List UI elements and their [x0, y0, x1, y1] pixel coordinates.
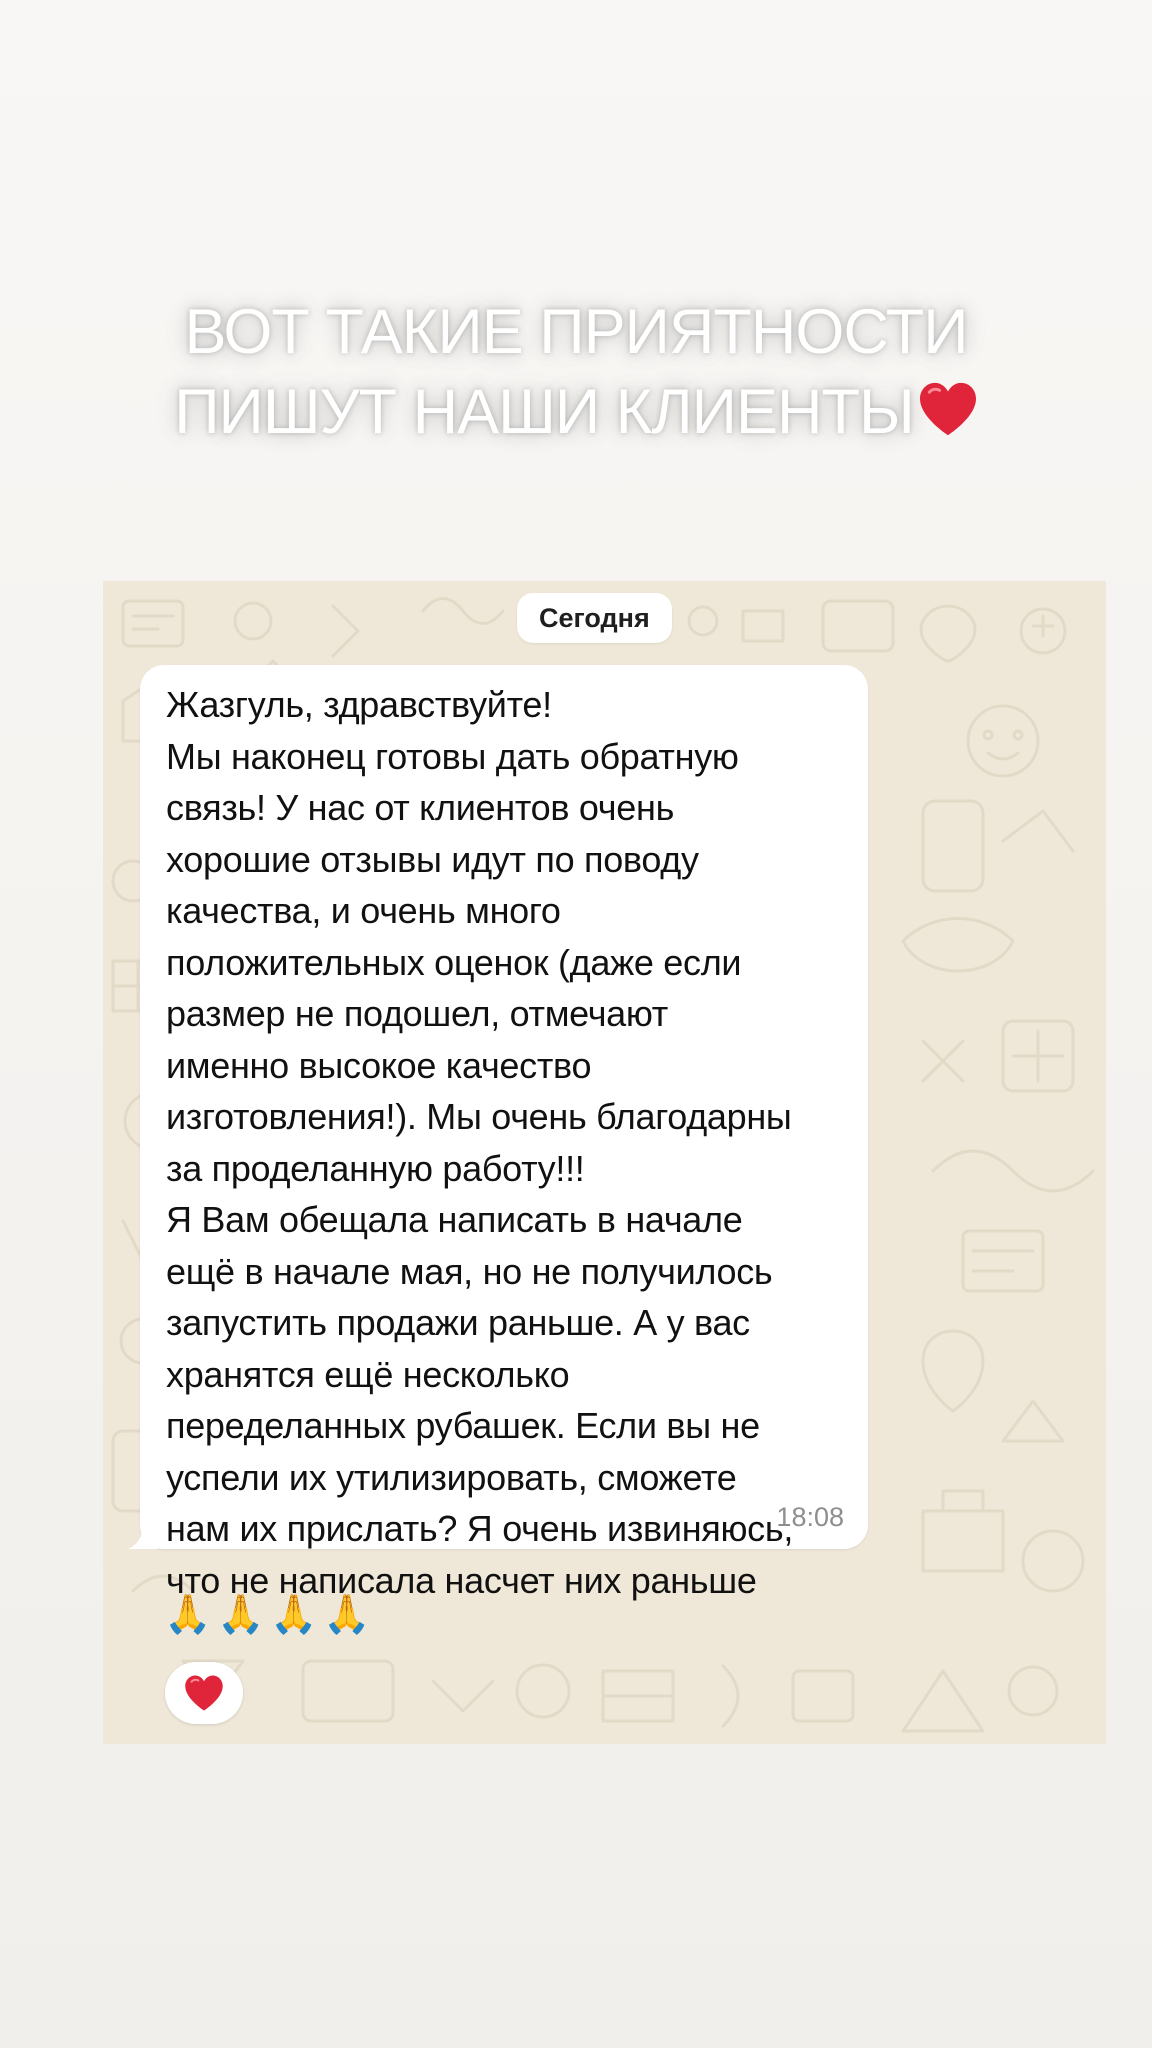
pray-icon: 🙏	[323, 1594, 371, 1636]
pray-emoji-row	[164, 1593, 376, 1637]
heart-icon	[918, 376, 978, 456]
story-caption	[0, 292, 1152, 456]
date-chip: Сегодня	[517, 593, 672, 643]
caption-line-2-wrap	[0, 372, 1152, 456]
chat-screenshot	[103, 581, 1106, 1744]
heart-icon	[184, 1684, 224, 1701]
message-text: Жазгуль, здравствуйте! Мы наконец готовы дать обратную связь! У нас от клиентов очень хорошие отзывы идут по поводу качества, и очень много положительных оценок (даже если размер не подошел, отмечают именно высокое качество изготовления!). Мы очень благодарны за проделанную работу!!! Я Вам обещала написать в начале ещё в начале мая, но не получилось запустить продажи раньше. А у вас хранятся ещё несколько переделанных рубашек. Если вы не успели их утилизировать, сможете нам их прислать? Я очень извиняюсь, что не написала насчет них раньше	[166, 684, 794, 1601]
message-bubble[interactable]	[140, 665, 868, 1636]
bubble-tail	[128, 1519, 158, 1549]
pray-icon: 🙏	[270, 1594, 318, 1636]
message-time: 18:08	[776, 1502, 844, 1532]
pray-icon: 🙏	[164, 1594, 212, 1636]
caption-line-2: ПИШУТ НАШИ КЛИЕНТЫ	[174, 377, 914, 447]
pray-icon: 🙏	[217, 1594, 265, 1636]
reaction-badge[interactable]	[165, 1662, 243, 1724]
caption-line-1: ВОТ ТАКИЕ ПРИЯТНОСТИ	[184, 297, 968, 367]
